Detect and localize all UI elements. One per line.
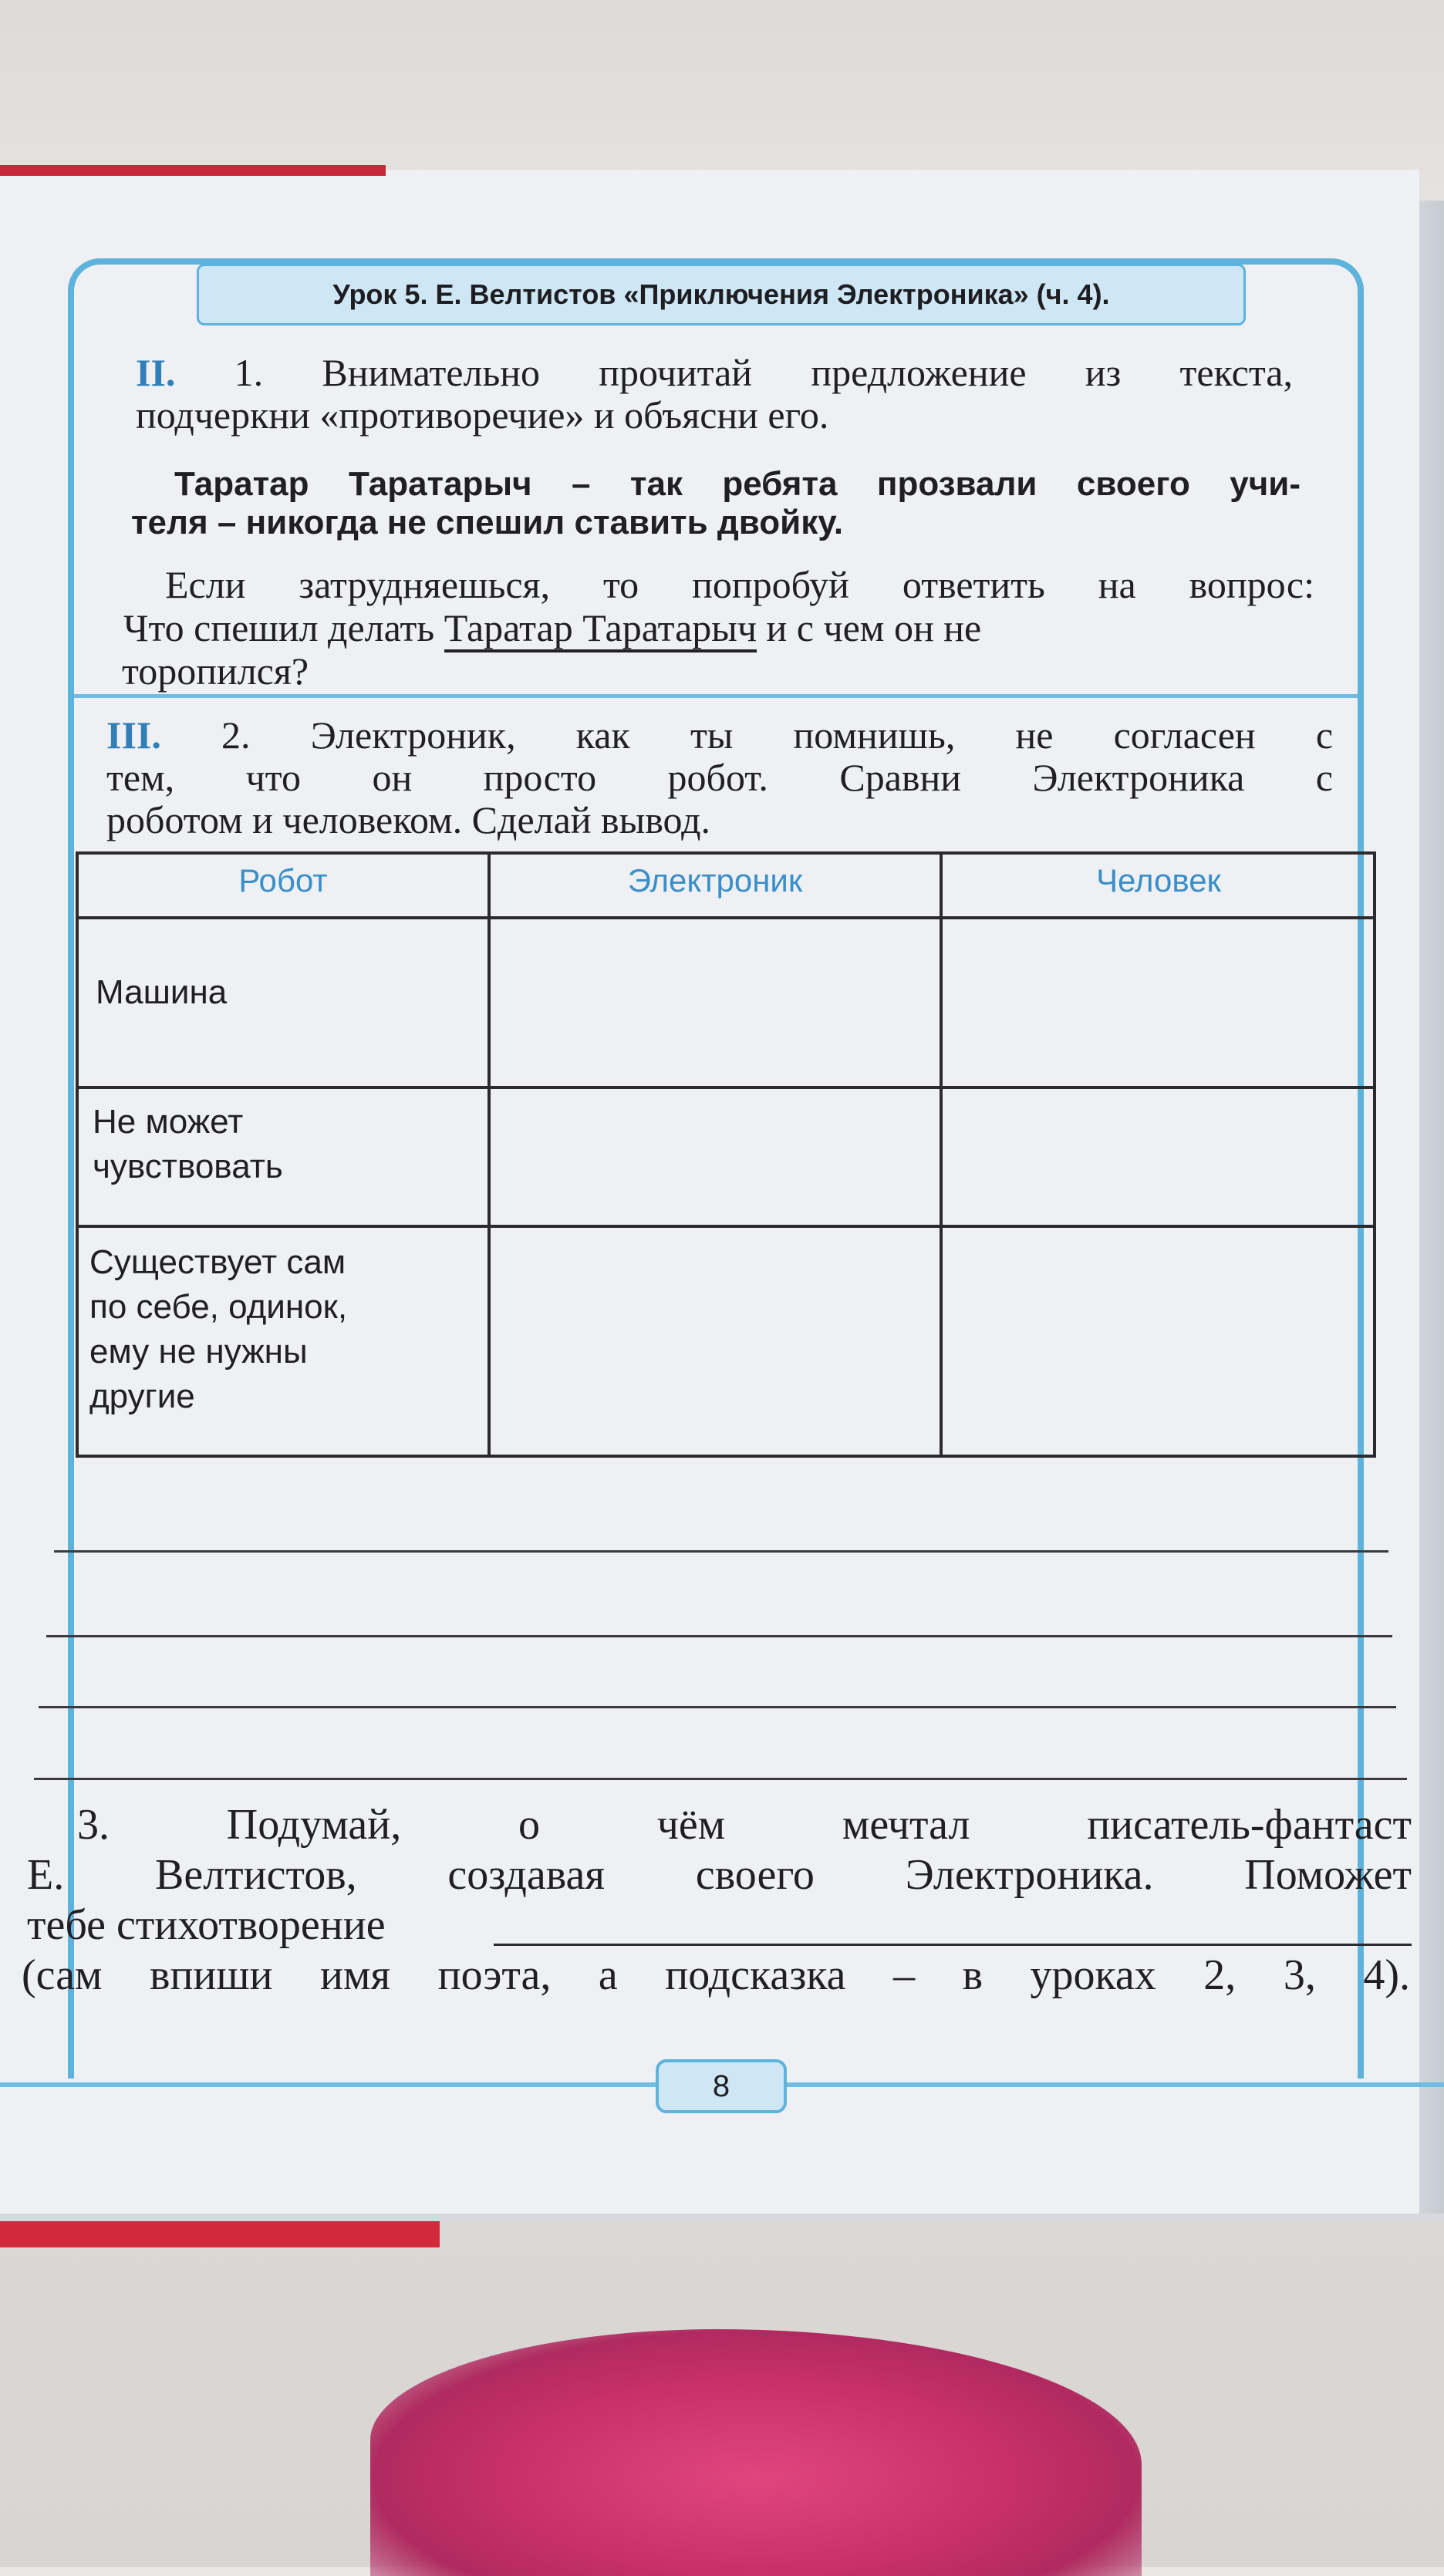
table-cell-electronic-1[interactable] [495, 970, 927, 1063]
answer-line[interactable] [34, 1778, 1407, 1780]
hint-line2-start: Что спешил делать [123, 606, 444, 649]
task1-line1-text: 1. Внимательно прочитай предложение из текста, [234, 351, 1293, 394]
hint-line3: торопился? [122, 649, 309, 693]
task3-line3: тебе стихотворение [27, 1901, 386, 1949]
hint-line2 [123, 606, 1311, 649]
answer-line[interactable] [39, 1706, 1396, 1708]
table-cell-robot-1: Машина [96, 973, 228, 1011]
quote-line2: теля – никогда не спешил ставить двойку. [131, 504, 844, 541]
roman-numeral: II. [136, 351, 176, 394]
answer-line[interactable] [46, 1635, 1392, 1637]
poem-answer-line[interactable] [494, 1944, 1412, 1946]
table-cell-electronic-2[interactable] [495, 1100, 927, 1208]
hint-line2-end: и с чем он не [757, 606, 982, 649]
lesson-title: Урок 5. Е. Велтистов «Приключения Электроника» (ч. 4). [197, 264, 1246, 325]
quote-line1: Таратар Таратарыч – так ребята прозвали своего учи- [174, 465, 1301, 503]
section-divider [74, 694, 1358, 698]
underlined-name: Таратар Таратарыч [444, 606, 757, 652]
page-number: 8 [656, 2059, 787, 2113]
table-row-divider [79, 916, 1373, 919]
table-cell-robot-2: Не может чувствовать [93, 1103, 283, 1185]
task2-line1 [106, 713, 1333, 757]
roman-numeral: III. [106, 713, 161, 757]
table-col-divider [488, 855, 491, 1455]
answer-line[interactable] [54, 1550, 1388, 1553]
table-cell-human-1[interactable] [947, 970, 1364, 1063]
table-header-human: Человек [1096, 862, 1221, 899]
task2-line2: тем, что он просто робот. Сравни Электроника с [106, 756, 1333, 799]
table-cell-electronic-3[interactable] [495, 1240, 927, 1441]
task1-line1 [136, 351, 1293, 394]
page-red-edge-bottom [0, 2221, 440, 2247]
task3-line2: Е. Велтистов, создавая своего Электроника. Поможет [27, 1851, 1412, 1899]
task3-line1: 3. Подумай, о чём мечтал писатель-фантаст [77, 1801, 1412, 1849]
table-header-robot: Робот [238, 862, 328, 899]
table-row-divider [79, 1086, 1373, 1089]
task2-line1-text: 2. Электроник, как ты помнишь, не согласен с [221, 713, 1334, 757]
hint-line1: Если затрудняешься, то попробуй ответить на вопрос: [165, 563, 1314, 606]
table-cell-human-2[interactable] [947, 1100, 1364, 1208]
page-red-edge-top [0, 165, 386, 176]
task1-line2: подчеркни «противоречие» и объясни его. [136, 393, 829, 437]
task2-line3: роботом и человеком. Сделай вывод. [106, 798, 711, 841]
table-cell-human-3[interactable] [947, 1240, 1364, 1441]
table-cell-robot-3: Существует сам по себе, одинок, ему не нужны другие [89, 1243, 348, 1415]
task3-line4: (сам впиши имя поэта, а подсказка – в уроках 2, 3, 4). [22, 1951, 1410, 1999]
table-header-electronic: Электроник [627, 862, 803, 899]
table-col-divider [940, 855, 943, 1455]
table-row-divider [79, 1225, 1373, 1228]
comparison-table [76, 851, 1376, 1458]
